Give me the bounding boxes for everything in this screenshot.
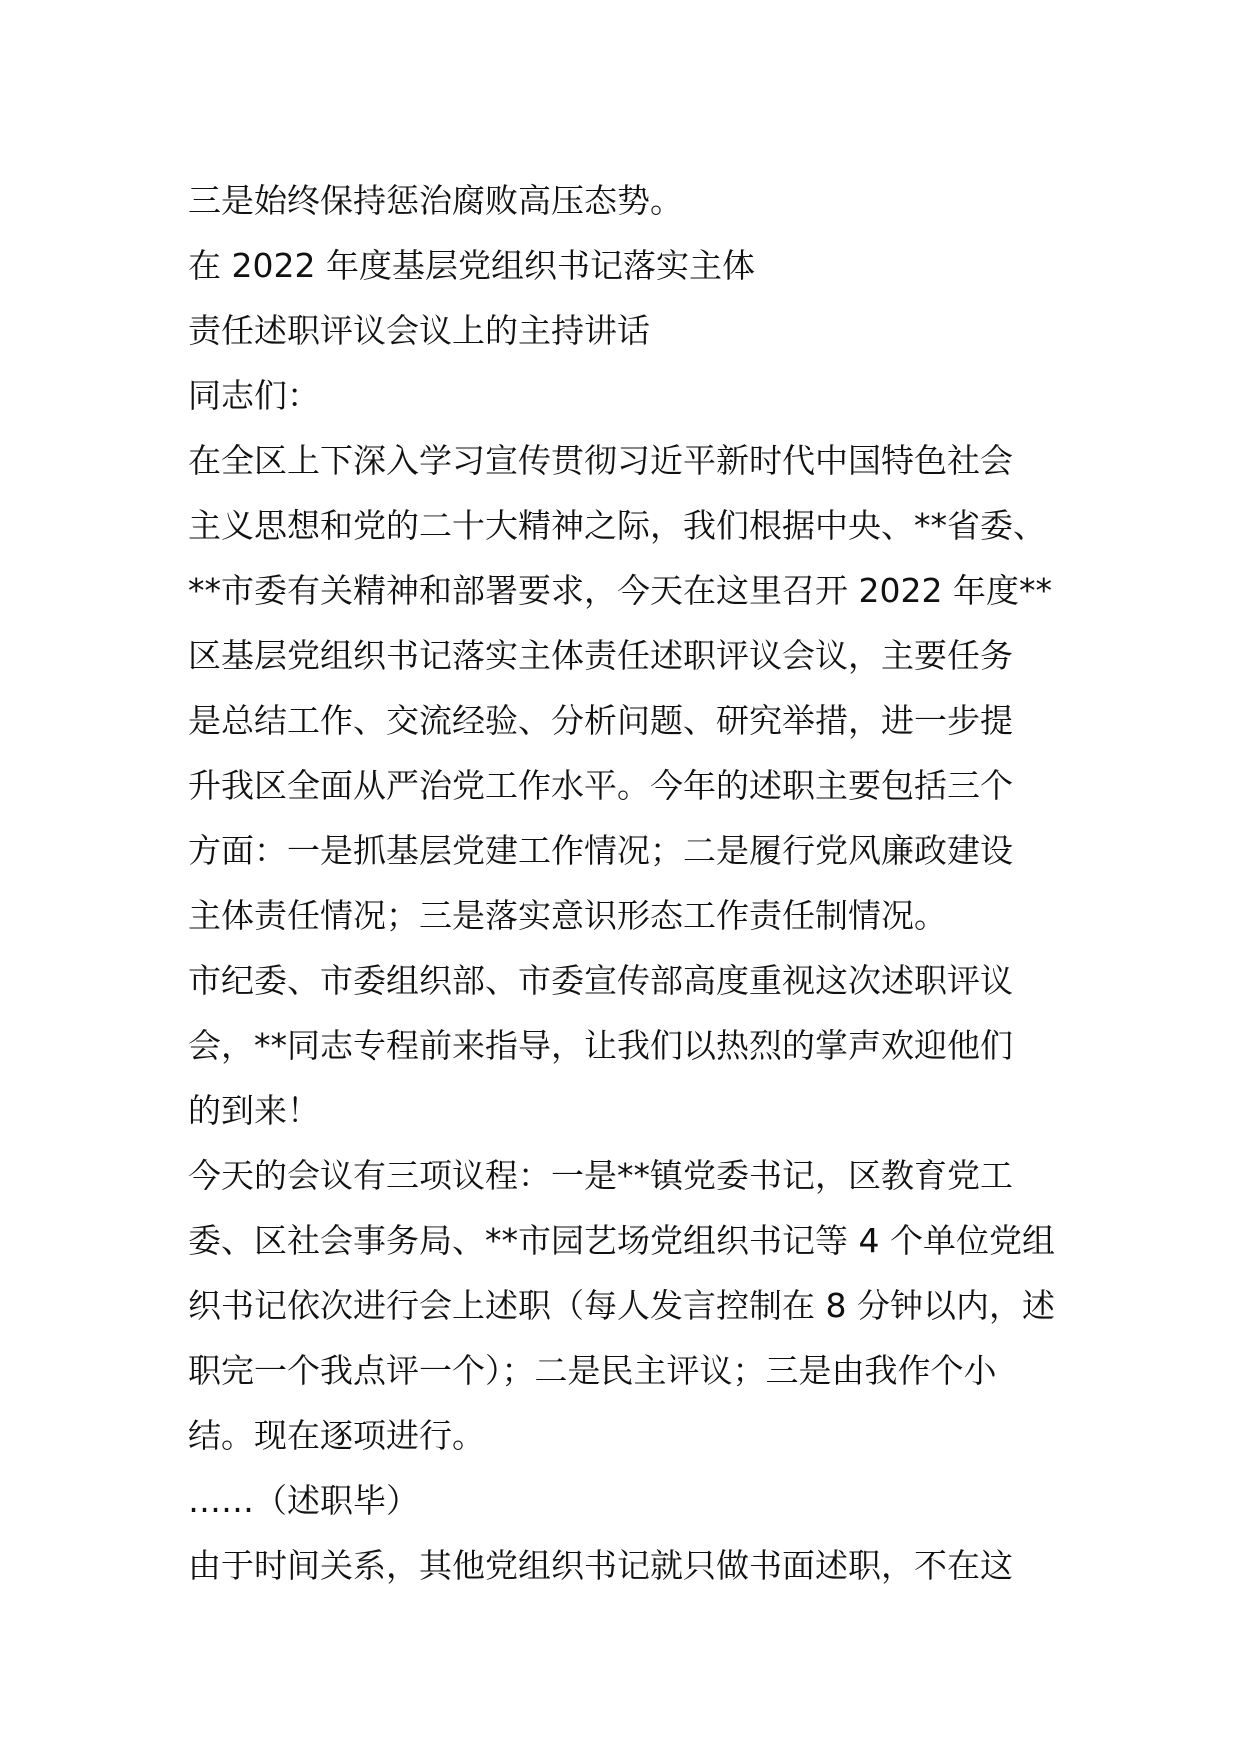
text-line: 是总结工作、交流经验、分析问题、研究举措，进一步提 <box>188 701 1013 740</box>
text-line: 区基层党组织书记落实主体责任述职评议会议，主要任务 <box>188 636 1013 675</box>
text-line: 升我区全面从严治党工作水平。今年的述职主要包括三个 <box>188 766 1013 805</box>
text-line: ……（述职毕） <box>188 1481 419 1520</box>
text-line: 织书记依次进行会上述职（每人发言控制在 8 分钟以内，述 <box>188 1286 1055 1325</box>
text-line: 结。现在逐项进行。 <box>188 1416 485 1455</box>
text-line: 职完一个我点评一个）；二是民主评议；三是由我作个小 <box>188 1351 997 1390</box>
text-line: 在全区上下深入学习宣传贯彻习近平新时代中国特色社会 <box>188 441 1013 480</box>
speech-title-line-1: 在 2022 年度基层党组织书记落实主体 <box>188 246 755 285</box>
salutation: 同志们： <box>188 376 320 415</box>
text-line: 方面：一是抓基层党建工作情况；二是履行党风廉政建设 <box>188 831 1013 870</box>
text-line: 的到来！ <box>188 1091 320 1130</box>
text-line: 主义思想和党的二十大精神之际，我们根据中央、**省委、 <box>188 506 1046 545</box>
speech-title-line-2: 责任述职评议会议上的主持讲话 <box>188 311 650 350</box>
document-body <box>188 168 1078 1598</box>
text-line: 委、区社会事务局、**市园艺场党组织书记等 4 个单位党组 <box>188 1221 1055 1260</box>
text-line: 市纪委、市委组织部、市委宣传部高度重视这次述职评议 <box>188 961 1013 1000</box>
text-line: 由于时间关系，其他党组织书记就只做书面述职，不在这 <box>188 1546 1013 1585</box>
text-line: 主体责任情况；三是落实意识形态工作责任制情况。 <box>188 896 947 935</box>
text-line: 今天的会议有三项议程：一是**镇党委书记，区教育党工 <box>188 1156 1013 1195</box>
text-line: **市委有关精神和部署要求，今天在这里召开 2022 年度** <box>188 571 1052 610</box>
text-line: 三是始终保持惩治腐败高压态势。 <box>188 181 683 220</box>
text-line: 会，**同志专程前来指导，让我们以热烈的掌声欢迎他们 <box>188 1026 1013 1065</box>
